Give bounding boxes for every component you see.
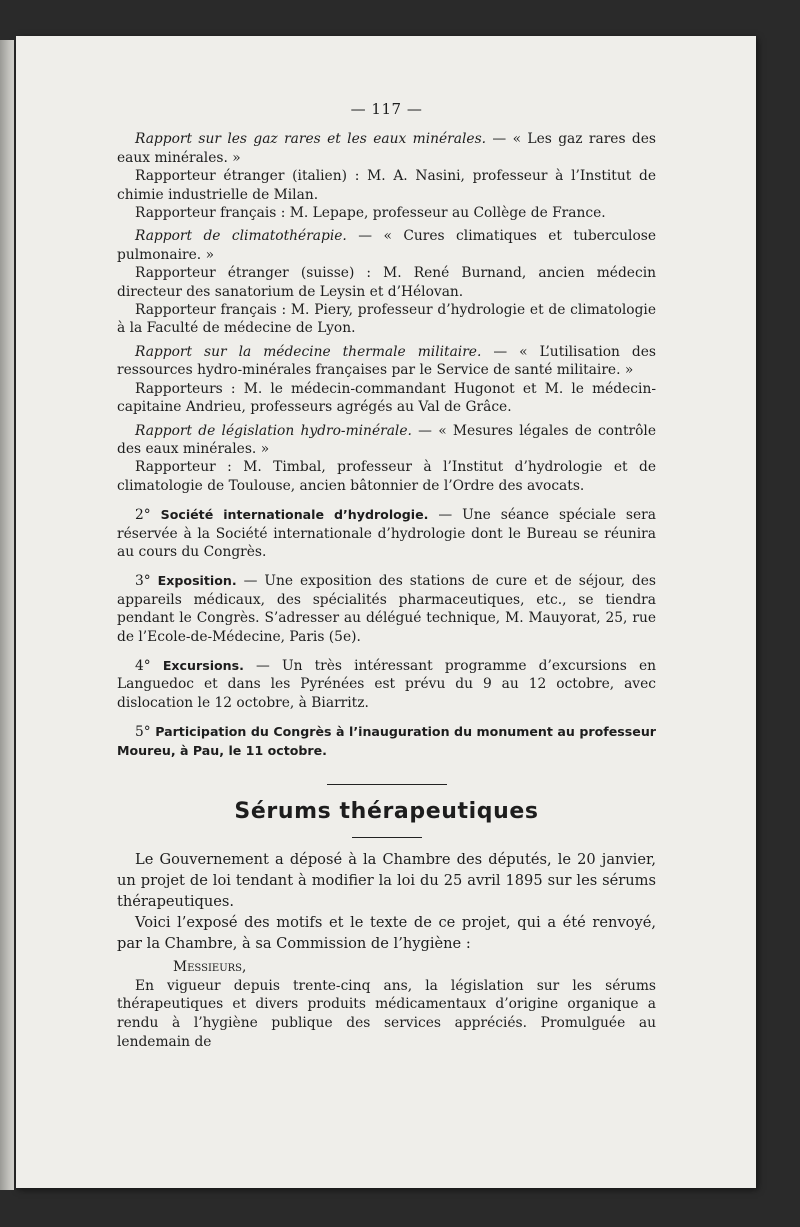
title-underline-rule: [352, 837, 422, 838]
numbered-item: [117, 723, 656, 760]
rapporteur-line: Rapporteur étranger (suisse) : M. René Burnand, ancien médecin directeur des sanatorium de Leysin et d’Hélovan.: [117, 265, 656, 300]
item-heading: Société internationale d’hydrologie.: [160, 507, 429, 523]
section-paragraph: Le Gouvernement a déposé à la Chambre des députés, le 20 janvier, un projet de loi tendant à modifier la loi du 25 avril 1895 sur les sérums thérapeutiques.: [117, 851, 656, 910]
item-text: — Une exposition des stations de cure et de séjour, des appareils médicaux, des spécialités pharmaceutiques, etc., se tiendra pendant le Congrès. S’adresser au délégué technique, M. Mauyorat, 25, rue de l’Ecole-de-Médecine, Paris (5e).: [117, 573, 657, 645]
report-title-rest: — « Cures climatiques et tuberculose pulmonaire. »: [117, 228, 656, 263]
section-paragraph: En vigueur depuis trente-cinq ans, la législation sur les sérums thérapeutiques et divers produits médicamentaux d’origine organique a rendu à l’hygiène publique des services appréciés. Promulguée au lendemain de: [117, 977, 656, 1050]
item-heading: Exposition.: [157, 573, 237, 589]
numbered-item: [117, 506, 656, 561]
report-title: [117, 343, 656, 380]
report-title: [117, 130, 656, 167]
report-title-italic: Rapport sur les gaz rares et les eaux minérales.: [135, 131, 487, 148]
report-title-rest: — « Mesures légales de contrôle des eaux minérales. »: [117, 422, 656, 457]
salutation: Messieurs,: [173, 959, 247, 976]
report-title-rest: — « L’utilisation des ressources hydro-minérales françaises par le Service de santé militaire. »: [117, 343, 656, 379]
rapporteur-line: Rapporteurs : M. le médecin-commandant Hugonot et M. le médecin-capitaine Andrieu, professeurs agrégés au Val de Grâce.: [117, 380, 656, 416]
item-heading: Excursions.: [162, 657, 244, 673]
rapporteur-line: Rapporteur français : M. Lepape, professeur au Collège de France.: [135, 205, 606, 222]
report-title: [117, 227, 656, 264]
report-block: [117, 343, 656, 417]
section-body: [117, 850, 656, 954]
page-sheet: [16, 36, 756, 1188]
report-title: [117, 422, 656, 459]
item-text: — Un très intéressant programme d’excursions en Languedoc et dans les Pyrénées est prévu du 9 au 12 octobre, avec dislocation le 12 octobre, à Biarritz.: [117, 657, 657, 711]
report-title-italic: Rapport sur la médecine thermale militaire.: [135, 343, 482, 360]
page-number: — 117 —: [350, 100, 423, 118]
item-number: 3°: [135, 573, 151, 590]
rapporteur-line: Rapporteur : M. Timbal, professeur à l’Institut d’hydrologie et de climatologie de Toulouse, ancien bâtonnier de l’Ordre des avocats.: [117, 459, 656, 494]
item-number: 5°: [135, 724, 151, 741]
item-heading: Participation du Congrès à l’inauguration du monument au professeur Moureu, à Pau, le 11 octobre.: [117, 724, 656, 758]
numbered-item: [117, 657, 656, 712]
item-number: 4°: [135, 657, 151, 674]
report-block: [117, 422, 656, 496]
section-paragraph: Voici l’exposé des motifs et le texte de ce projet, qui a été renvoyé, par la Chambre, à sa Commission de l’hygiène :: [117, 913, 656, 952]
rapporteur-line: Rapporteur étranger (italien) : M. A. Nasini, professeur à l’Institut de chimie industrielle de Milan.: [117, 168, 656, 203]
report-block: [117, 227, 656, 337]
report-block: [117, 130, 656, 222]
item-number: 2°: [135, 507, 151, 524]
section-divider: [327, 784, 447, 785]
report-title-rest: — « Les gaz rares des eaux minérales. »: [117, 131, 656, 166]
report-title-italic: Rapport de législation hydro-minérale.: [135, 422, 412, 439]
item-text: — Une séance spéciale sera réservée à la Société internationale d’hydrologie dont le Bureau se réunira au cours du Congrès.: [117, 507, 656, 560]
previous-page-edge: [0, 40, 14, 1190]
report-title-italic: Rapport de climatothérapie.: [135, 228, 347, 245]
section-title: Sérums thérapeutiques: [234, 799, 539, 824]
numbered-item: [117, 572, 656, 646]
rapporteur-line: Rapporteur français : M. Piery, professeur d’hydrologie et de climatologie à la Faculté de médecine de Lyon.: [117, 302, 656, 337]
page-content: [117, 100, 656, 1051]
